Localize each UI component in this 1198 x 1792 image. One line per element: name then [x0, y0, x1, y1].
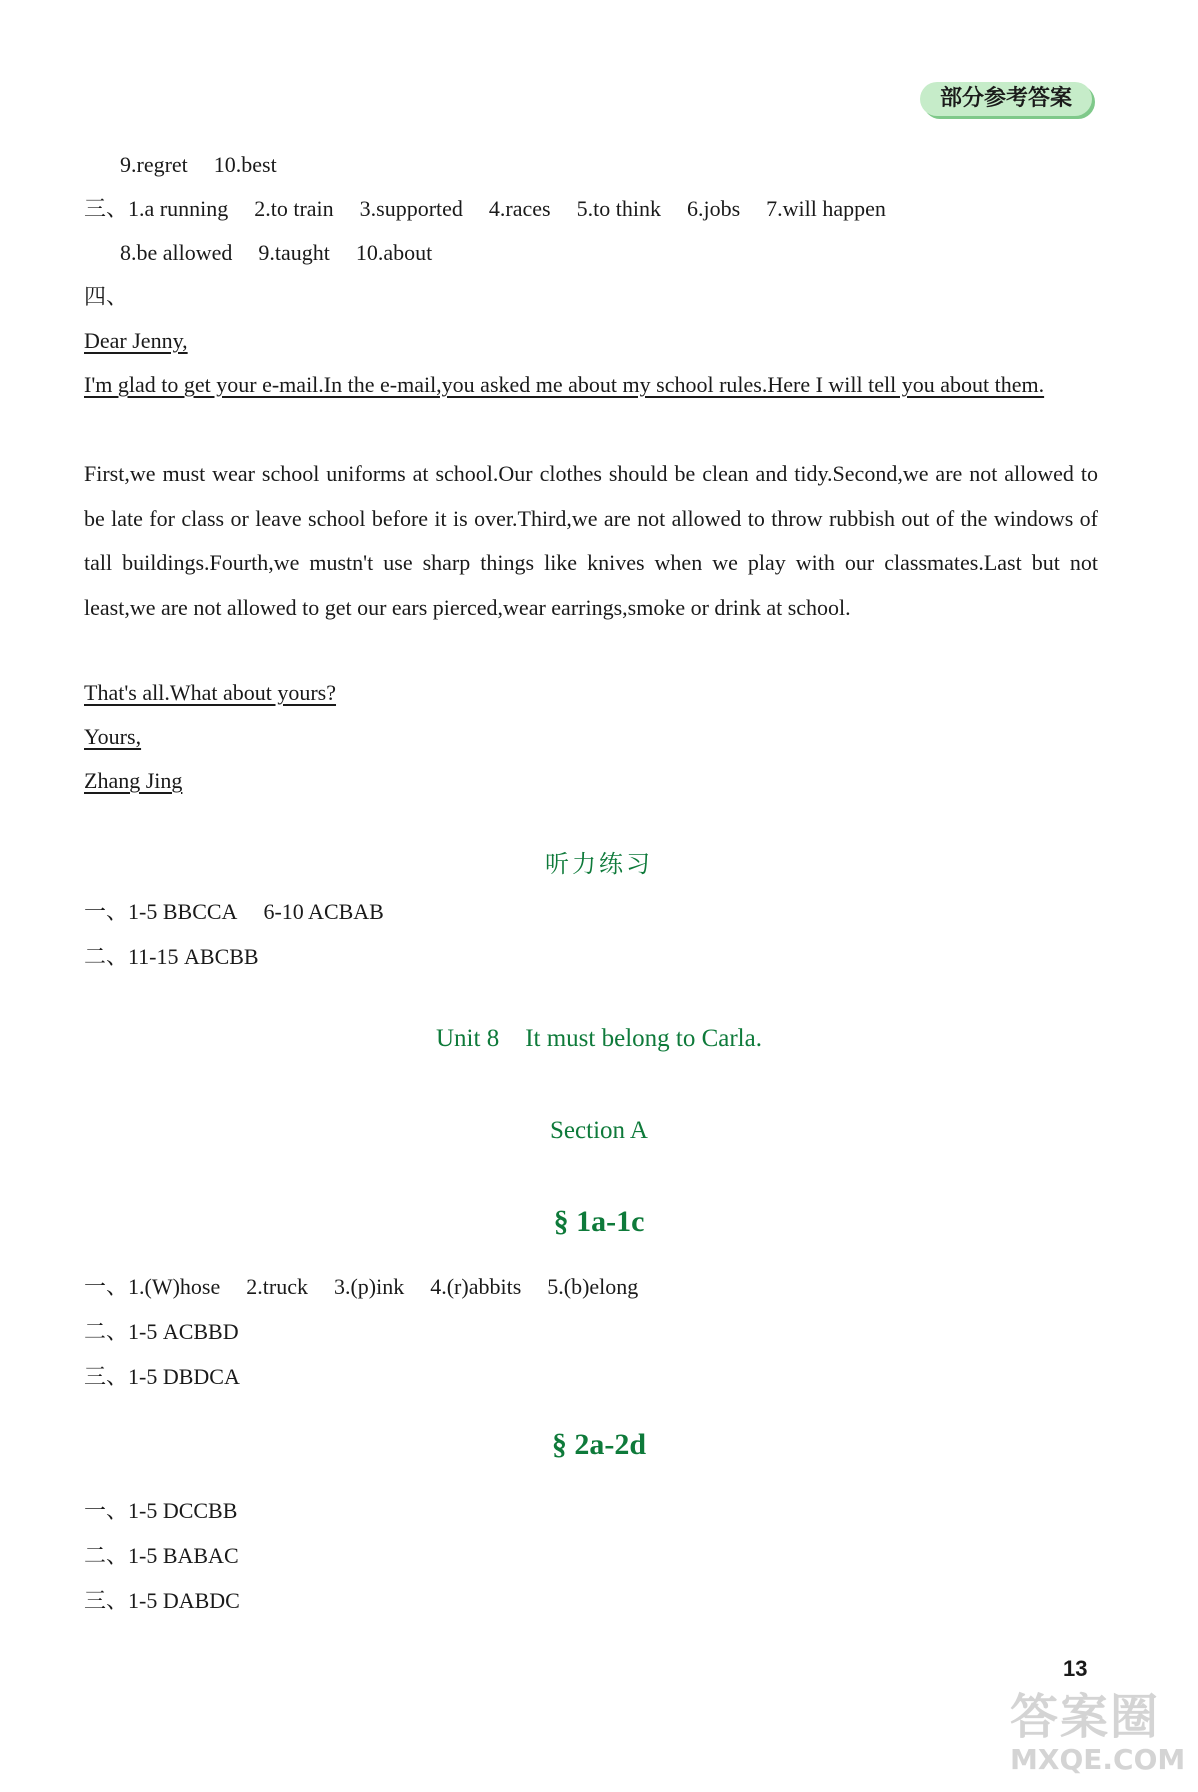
watermark-logo — [1010, 1690, 1185, 1776]
letter-signoff: Yours, — [84, 724, 142, 749]
answer-line-1: 9.regret 10.best — [120, 152, 277, 177]
letter-closing: That's all.What about yours? — [84, 680, 337, 705]
sub2-answers-1: 一、1-5 DCCBB — [84, 1498, 238, 1523]
letter-name: Zhang Jing — [84, 768, 183, 793]
subsection-2a-2d-heading: § 2a-2d — [551, 1428, 647, 1461]
sub1-answers-1: 一、1.(W)hose 2.truck 3.(p)ink 4.(r)abbits 5.(b)elong — [84, 1274, 639, 1299]
letter-greeting: Dear Jenny, — [84, 328, 188, 353]
answer-line-3: 8.be allowed 9.taught 10.about — [120, 240, 433, 265]
sub2-answers-3: 三、1-5 DABDC — [84, 1588, 240, 1613]
listening-answers-1: 一、1-5 BBCCA 6-10 ACBAB — [84, 899, 384, 924]
sub1-answers-3: 三、1-5 DBDCA — [84, 1364, 240, 1389]
watermark-text: 答案圈 — [1010, 1689, 1161, 1745]
section-heading: Section A — [550, 1117, 648, 1144]
watermark-domain: MXQE.COM — [1010, 1743, 1186, 1776]
listening-heading: 听力练习 — [545, 850, 653, 878]
letter-opening: I'm glad to get your e-mail.In the e-mail,you asked me about my school rules.Here I will tell you about them. — [84, 372, 1045, 397]
letter-body: First,we must wear school uniforms at school.Our clothes should be clean and tidy.Second,we are not allowed to be late for class or leave school before it is over.Third,we are not allowed to throw rubbish out of the windows of tall buildings.Fourth,we mustn't use sharp things like knives when we play with our classmates.Last but not least,we are not allowed to get our ears pierced,wear earrings,smoke or drink at school. — [84, 461, 1098, 620]
page-number: 13 — [1063, 1656, 1088, 1681]
unit-heading: Unit 8 It must belong to Carla. — [436, 1025, 762, 1052]
subsection-1a-1c-heading: § 1a-1c — [553, 1205, 645, 1238]
sub2-answers-2: 二、1-5 BABAC — [84, 1543, 239, 1568]
answer-key-badge: 部分参考答案 — [920, 82, 1092, 116]
sub1-answers-2: 二、1-5 ACBBD — [84, 1319, 239, 1344]
answer-line-2: 三、1.a running 2.to train 3.supported 4.races 5.to think 6.jobs 7.will happen — [84, 196, 886, 221]
listening-answers-2: 二、11-15 ABCBB — [84, 944, 259, 969]
section-four-label: 四、 — [84, 284, 129, 309]
